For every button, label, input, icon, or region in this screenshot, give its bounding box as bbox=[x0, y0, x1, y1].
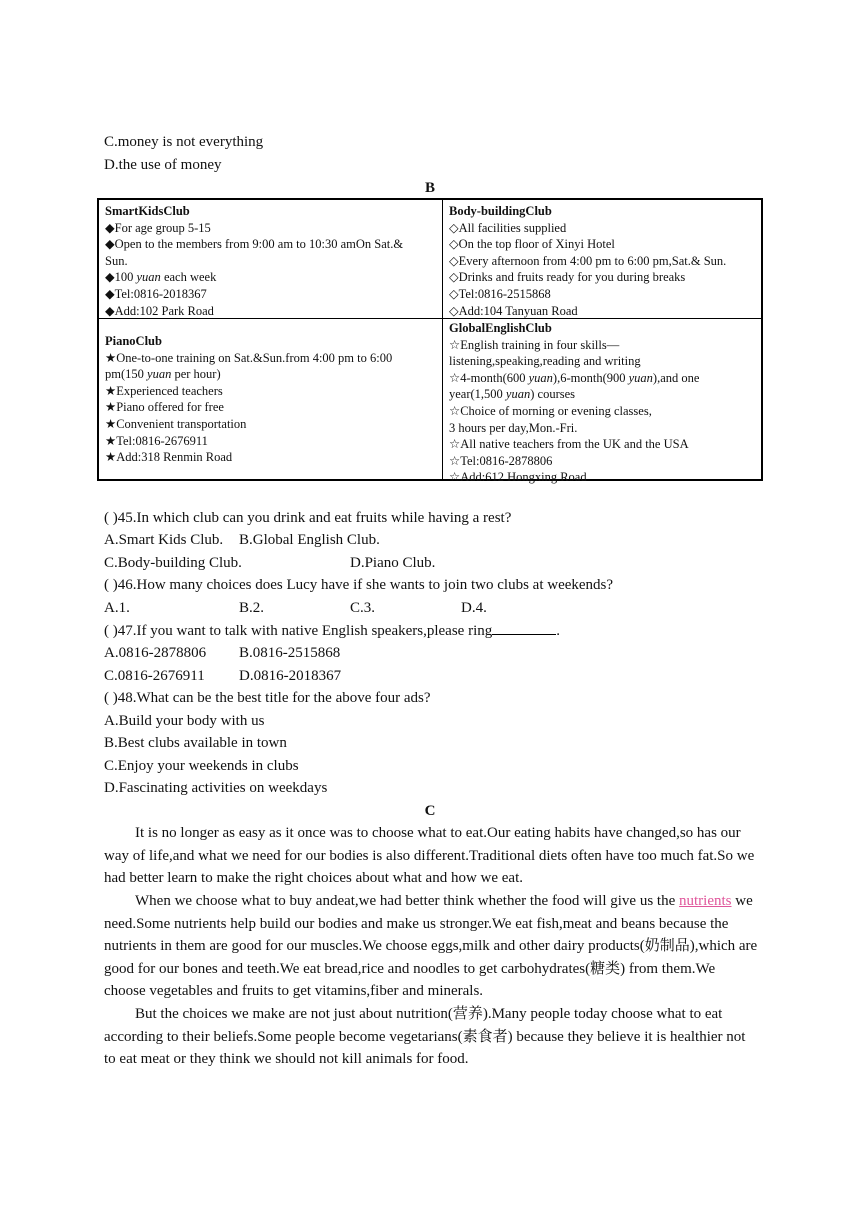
ad-line: ★Piano offered for free bbox=[105, 400, 224, 415]
paragraph-text: When we choose what to buy andeat,we had better think whether the food will give us the bbox=[135, 893, 676, 909]
ad-text: ☆4-month(600 bbox=[449, 370, 529, 385]
q46-option-a: A.1. bbox=[104, 600, 130, 616]
ad-line: ☆Tel:0816-2878806 bbox=[449, 453, 553, 468]
ad-text-italic: yuan bbox=[505, 387, 531, 402]
smart-kids-club-ad bbox=[105, 203, 435, 319]
ad-line: ◇Add:104 Tanyuan Road bbox=[449, 303, 578, 318]
ads-table bbox=[97, 198, 763, 485]
q48-option-b: B.Best clubs available in town bbox=[104, 735, 287, 751]
section-b-heading: B bbox=[424, 180, 435, 196]
global-english-club-ad bbox=[449, 320, 761, 486]
q46-option-b: B.2. bbox=[239, 600, 265, 616]
ad-line: ◆Tel:0816-2018367 bbox=[105, 286, 207, 301]
ad-line: ◆For age group 5-15 bbox=[105, 220, 211, 235]
passage-paragraph-2 bbox=[104, 890, 760, 1003]
q48-option-c: C.Enjoy your weekends in clubs bbox=[104, 758, 299, 774]
table-vertical-divider bbox=[442, 200, 443, 479]
ad-text: each week bbox=[160, 270, 217, 285]
ad-line: 3 hours per day,Mon.-Fri. bbox=[449, 420, 578, 435]
option-d-prev: D.the use of money bbox=[104, 157, 222, 173]
ad-line: ☆Add:612 Hongxing Road bbox=[449, 470, 587, 485]
q45-option-d: D.Piano Club. bbox=[350, 555, 436, 571]
answer-blank bbox=[492, 620, 556, 635]
ad-line: ◇Every afternoon from 4:00 pm to 6:00 pm,Sat.& Sun. bbox=[449, 253, 727, 268]
option-c-prev: C.money is not everything bbox=[104, 134, 264, 150]
ad-title: SmartKidsClub bbox=[105, 204, 190, 218]
body-building-club-ad bbox=[449, 203, 761, 319]
ad-line: ☆Choice of morning or evening classes, bbox=[449, 403, 652, 418]
paragraph-text: But the choices we make are not just about nutrition(营养).Many people today choose what to eat according to their beliefs.Some people become vegetarians(素食者) because they believe it is healthier not to eat meat or they think we should not kill animals for food. bbox=[104, 1006, 746, 1068]
ad-line: ◇Tel:0816-2515868 bbox=[449, 286, 551, 301]
q47-option-b: B.0816-2515868 bbox=[239, 645, 341, 661]
ad-line: ★Experienced teachers bbox=[105, 383, 223, 398]
ad-line: ◇All facilities supplied bbox=[449, 220, 567, 235]
piano-club-ad bbox=[105, 333, 435, 466]
paragraph-text: It is no longer as easy as it once was to choose what to eat.Our eating habits have changed,so has our way of life,and what we need for our bodies is also different.Traditional diets often have too much fat.So we had better learn to make the right choices about what and how we eat. bbox=[104, 825, 755, 887]
q47-option-a: A.0816-2878806 bbox=[104, 645, 207, 661]
ad-text: pm(150 bbox=[105, 367, 148, 382]
ad-line bbox=[105, 269, 435, 286]
ad-line: Sun. bbox=[105, 253, 128, 268]
nutrients-link[interactable]: nutrients bbox=[679, 893, 732, 909]
ad-text: ),and one bbox=[652, 370, 700, 385]
ad-line: ★Add:318 Renmin Road bbox=[105, 450, 233, 465]
q48-option-d: D.Fascinating activities on weekdays bbox=[104, 780, 328, 796]
ad-line: ☆All native teachers from the UK and the USA bbox=[449, 437, 689, 452]
question-text: ( )47.If you want to talk with native English speakers,please ring bbox=[104, 623, 493, 639]
q45-option-c: C.Body-building Club. bbox=[104, 555, 242, 571]
ad-line: ☆English training in four skills— bbox=[449, 337, 620, 352]
ad-line: listening,speaking,reading and writing bbox=[449, 354, 641, 369]
q47-option-d: D.0816-2018367 bbox=[239, 668, 342, 684]
question-46: ( )46.How many choices does Lucy have if she wants to join two clubs at weekends? bbox=[104, 577, 614, 593]
paragraph-text: we need.Some nutrients help build our bodies and make us stronger.We eat fish,meat and beans because the nutrients in them are good for our muscles.We choose eggs,milk and other dairy products(奶制品),which are good for our bones and teeth.We eat bread,rice and noodles to get carbohydrates(糖类) from them.We choose vegetables and fruits to get vitamins,fiber and minerals. bbox=[104, 893, 758, 1000]
ad-text: year(1,500 bbox=[449, 387, 506, 402]
ad-text-italic: yuan bbox=[528, 370, 553, 385]
ad-line: ◆Add:102 Park Road bbox=[105, 303, 214, 318]
question-end: . bbox=[556, 623, 560, 639]
ad-title: Body-buildingClub bbox=[449, 204, 552, 218]
ad-title: GlobalEnglishClub bbox=[449, 321, 552, 335]
ad-text: ) courses bbox=[530, 387, 576, 402]
ad-text-italic: yuan bbox=[628, 370, 653, 385]
ad-line bbox=[105, 366, 435, 383]
ad-text: ◆100 bbox=[105, 270, 137, 285]
ad-text: ),6-month(900 bbox=[552, 370, 629, 385]
q46-option-d: D.4. bbox=[461, 600, 487, 616]
question-48: ( )48.What can be the best title for the above four ads? bbox=[104, 690, 431, 706]
passage-paragraph-3 bbox=[104, 1003, 760, 1071]
ad-line bbox=[449, 370, 761, 387]
ad-text-italic: yuan bbox=[147, 367, 172, 382]
ad-text-italic: yuan bbox=[136, 270, 161, 285]
ad-line bbox=[449, 386, 761, 403]
ad-title: PianoClub bbox=[105, 334, 162, 348]
ad-line: ◇Drinks and fruits ready for you during breaks bbox=[449, 270, 686, 285]
ad-line: ★Convenient transportation bbox=[105, 416, 247, 431]
passage-paragraph-1 bbox=[104, 822, 760, 890]
section-c-heading: C bbox=[424, 803, 436, 819]
q47-option-c: C.0816-2676911 bbox=[104, 668, 205, 684]
q45-option-a: A.Smart Kids Club. bbox=[104, 532, 224, 548]
q48-option-a: A.Build your body with us bbox=[104, 713, 265, 729]
q45-option-b: B.Global English Club. bbox=[239, 532, 380, 548]
ad-line: ◆Open to the members from 9:00 am to 10:30 amOn Sat.& bbox=[105, 237, 404, 252]
ad-line: ◇On the top floor of Xinyi Hotel bbox=[449, 237, 615, 252]
question-47 bbox=[104, 620, 560, 642]
ad-text: per hour) bbox=[171, 367, 221, 382]
ad-line: ★One-to-one training on Sat.&Sun.from 4:00 pm to 6:00 bbox=[105, 350, 393, 365]
ad-line: ★Tel:0816-2676911 bbox=[105, 433, 208, 448]
q46-option-c: C.3. bbox=[350, 600, 376, 616]
question-45: ( )45.In which club can you drink and eat fruits while having a rest? bbox=[104, 510, 512, 526]
